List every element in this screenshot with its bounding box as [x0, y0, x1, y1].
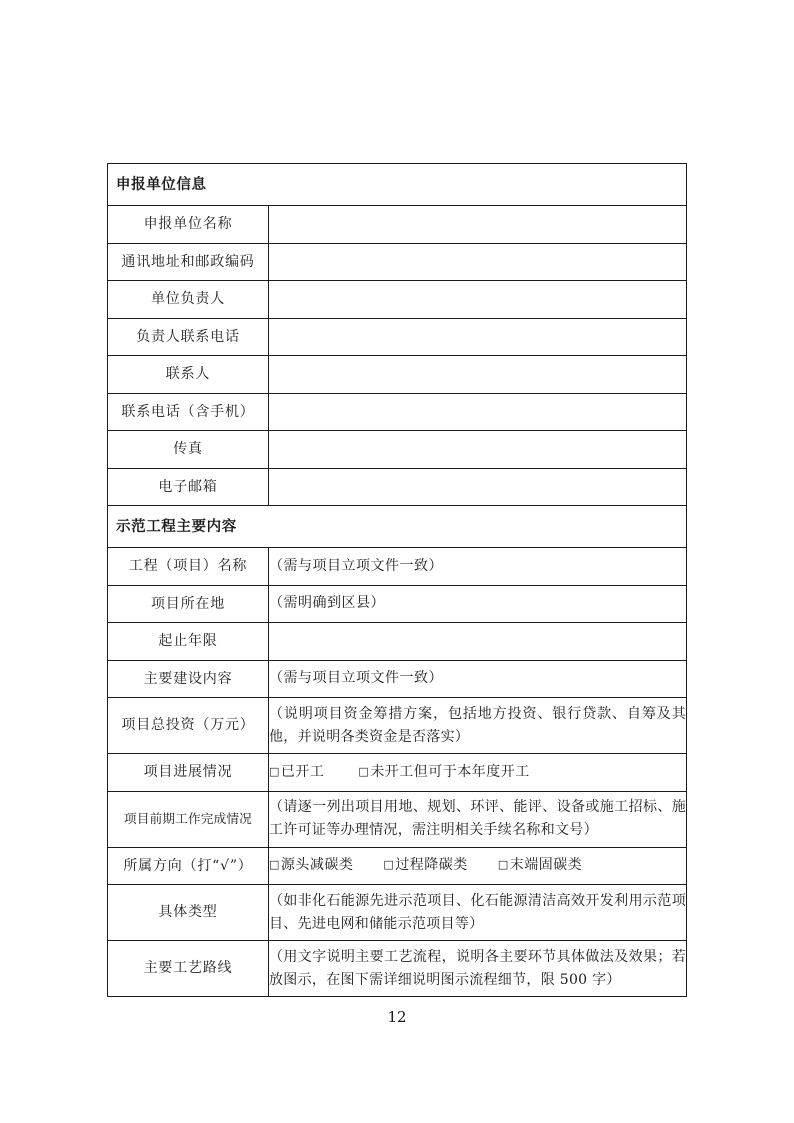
checkbox-option-label: 末端固碳类	[509, 857, 583, 874]
table-row	[108, 548, 687, 586]
field-label-specific-type: 具体类型	[108, 885, 269, 941]
table-row	[108, 585, 687, 623]
field-value-main-construction[interactable]: （需与项目立项文件一致）	[269, 660, 687, 698]
table-row	[108, 393, 687, 431]
preliminary-work-note: （请逐一列出项目用地、规划、环评、能评、设备或施工招标、施工许可证等办理情况，需注明相关手续名称和文号）	[269, 799, 687, 838]
checkbox-option-process-reduction[interactable]	[383, 854, 467, 877]
field-value-preliminary-work[interactable]	[269, 791, 687, 847]
table-row	[108, 281, 687, 319]
field-label-address-postcode: 通讯地址和邮政编码	[108, 243, 269, 281]
field-value-unit-leader[interactable]	[269, 281, 687, 319]
project-progress-options	[269, 761, 686, 784]
field-value-contact-person[interactable]	[269, 356, 687, 394]
checkbox-icon[interactable]: □	[497, 858, 509, 872]
table-row	[108, 356, 687, 394]
field-label-project-duration: 起止年限	[108, 623, 269, 661]
table-row	[108, 847, 687, 885]
checkbox-icon[interactable]: □	[383, 858, 395, 872]
field-value-address-postcode[interactable]	[269, 243, 687, 281]
field-label-project-progress: 项目进展情况	[108, 754, 269, 792]
table-row	[108, 754, 687, 792]
field-value-project-progress	[269, 754, 687, 792]
checkbox-option-label: 源头减碳类	[280, 857, 354, 874]
checkbox-icon[interactable]: □	[269, 764, 280, 778]
table-row	[108, 206, 687, 244]
field-label-contact-phone: 联系电话（含手机）	[108, 393, 269, 431]
field-value-project-name[interactable]: （需与项目立项文件一致）	[269, 548, 687, 586]
checkbox-icon[interactable]: □	[358, 764, 370, 778]
section-header-applicant-info	[108, 164, 687, 206]
page-number: 12	[387, 1008, 407, 1026]
field-label-preliminary-work: 项目前期工作完成情况	[108, 791, 269, 847]
checkbox-option-not-started[interactable]	[358, 761, 529, 784]
section-header-label: 示范工程主要内容	[108, 506, 687, 548]
specific-type-note: （如非化石能源先进示范项目、化石能源清洁高效开发利用示范项目、先进电网和储能示范项目等）	[269, 892, 687, 932]
table-row	[108, 243, 687, 281]
table-row	[108, 698, 687, 754]
section-header-project-content	[108, 506, 687, 548]
direction-options	[269, 854, 686, 877]
field-value-total-investment[interactable]	[269, 698, 687, 754]
table-row	[108, 660, 687, 698]
table-row	[108, 885, 687, 941]
checkbox-option-label: 过程降碳类	[395, 857, 468, 874]
field-label-project-name: 工程（项目）名称	[108, 548, 269, 586]
field-value-project-duration[interactable]	[269, 623, 687, 661]
field-value-project-location[interactable]: （需明确到区县）	[269, 585, 687, 623]
application-form-table	[107, 163, 687, 997]
checkbox-option-started[interactable]	[269, 761, 324, 784]
section-header-label: 申报单位信息	[108, 164, 687, 206]
table-row	[108, 468, 687, 506]
field-label-process-route: 主要工艺路线	[108, 941, 269, 997]
checkbox-icon[interactable]: □	[269, 858, 280, 872]
field-label-contact-person: 联系人	[108, 356, 269, 394]
field-value-specific-type[interactable]	[269, 885, 687, 941]
field-label-email: 电子邮箱	[108, 468, 269, 506]
table-row	[108, 318, 687, 356]
field-value-applicant-name[interactable]	[269, 206, 687, 244]
table-row	[108, 941, 687, 997]
field-label-direction: 所属方向（打“√”）	[108, 847, 269, 885]
field-label-applicant-name: 申报单位名称	[108, 206, 269, 244]
field-value-fax[interactable]	[269, 431, 687, 469]
field-value-email[interactable]	[269, 468, 687, 506]
table-row	[108, 431, 687, 469]
table-row	[108, 791, 687, 847]
table-row	[108, 623, 687, 661]
field-label-total-investment: 项目总投资（万元）	[108, 698, 269, 754]
checkbox-option-label: 已开工	[280, 763, 325, 780]
field-value-contact-phone[interactable]	[269, 393, 687, 431]
field-label-project-location: 项目所在地	[108, 585, 269, 623]
checkbox-option-source-reduction[interactable]	[269, 854, 353, 877]
field-label-unit-leader: 单位负责人	[108, 281, 269, 319]
checkbox-option-label: 未开工但可于本年度开工	[370, 763, 530, 780]
field-value-process-route[interactable]	[269, 941, 687, 997]
process-route-note: （用文字说明主要工艺流程，说明各主要环节具体做法及效果；若放图示，在图下需详细说明图示流程细节，限 500 字）	[269, 948, 687, 988]
field-label-main-construction: 主要建设内容	[108, 660, 269, 698]
total-investment-note: （说明项目资金筹措方案，包括地方投资、银行贷款、自筹及其他，并说明各类资金是否落实）	[269, 705, 687, 745]
field-label-fax: 传真	[108, 431, 269, 469]
checkbox-option-end-sequestration[interactable]	[498, 854, 582, 877]
field-label-leader-phone: 负责人联系电话	[108, 318, 269, 356]
field-value-leader-phone[interactable]	[269, 318, 687, 356]
field-value-direction	[269, 847, 687, 885]
